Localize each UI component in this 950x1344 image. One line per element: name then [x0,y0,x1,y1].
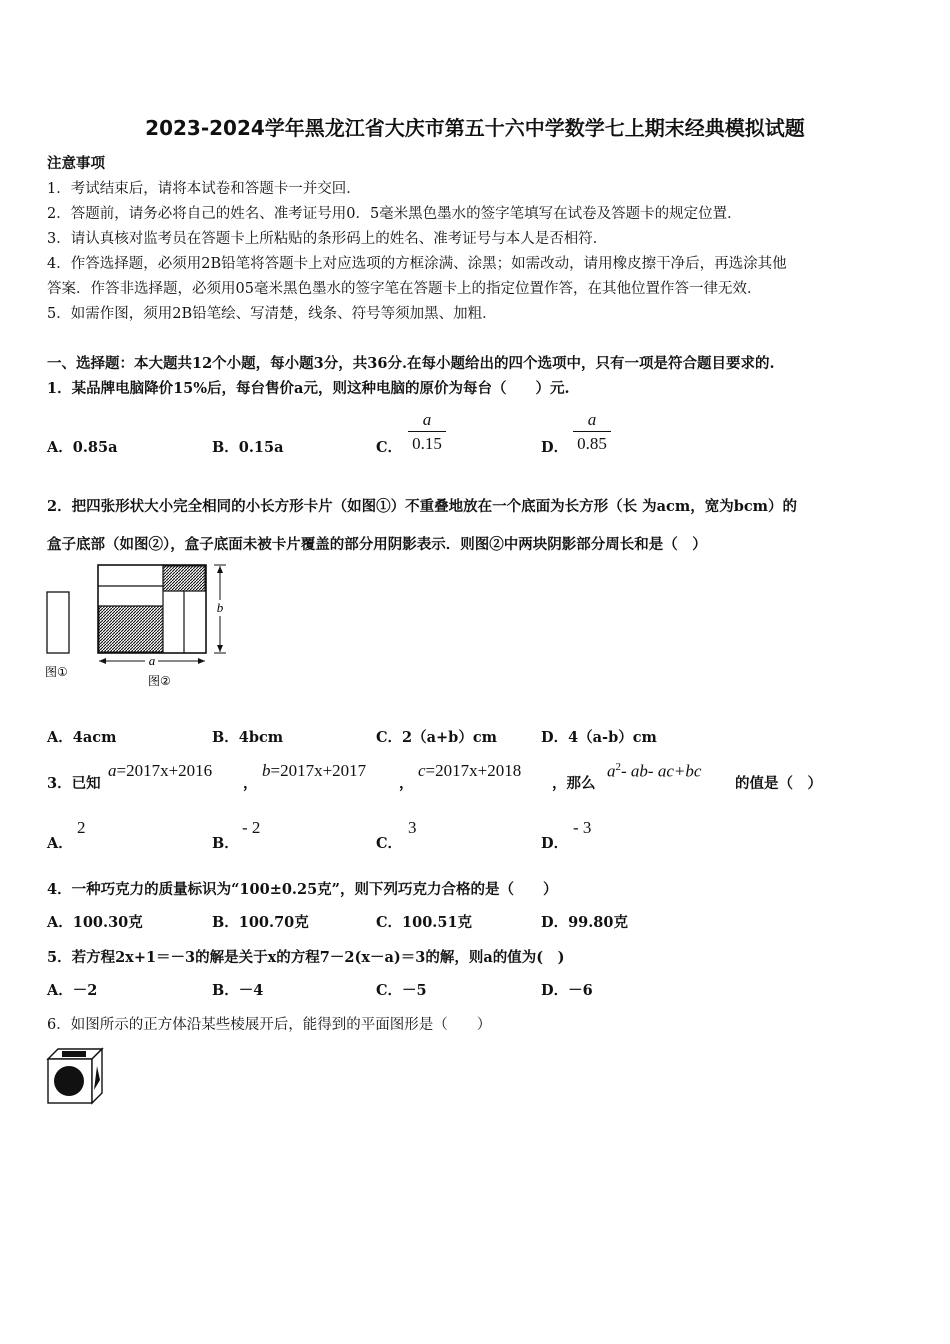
q4-option-b: B．100.70克 [212,914,309,931]
q3-comma: ， [243,775,258,792]
dimension-a-label: a [148,653,156,668]
fig1-caption: 图① [45,665,68,679]
q3-expression [607,761,701,782]
q3-equation-c [418,761,521,781]
q3-equation-a [108,761,212,781]
q2-option-c: C．2（a+b）cm [376,729,497,746]
var-c: c [418,761,426,780]
arrow-up-icon [217,566,223,573]
question-5-stem: 5．若方程2x+1＝－3的解是关于x的方程7－2(x－a)＝3的解，则a的值为( ) [47,949,565,966]
arrow-down-icon [217,645,223,652]
q1-option-d-fraction [573,410,611,454]
q5-option-b: B．－4 [212,982,264,999]
q4-option-a: A．100.30克 [47,914,143,931]
q2-option-a: A．4acm [47,729,117,746]
expr-exponent: 2 [615,761,621,773]
question-1-stem: 1．某品牌电脑降价15%后，每台售价a元，则这种电脑的原价为每台（ ）元. [47,380,570,397]
q3-comma: ， [399,775,414,792]
fraction-denominator: 0.15 [412,434,442,453]
question-3-lead: 3．已知 [47,775,101,792]
fraction-bar [573,431,611,432]
q5-option-a: A．－2 [47,982,98,999]
cube-front-circle [54,1066,84,1096]
q3-option-a-label: A． [47,835,73,852]
q2-option-b: B．4bcm [212,729,284,746]
q3-option-c-value: 3 [408,818,417,837]
question-4-stem: 4．一种巧克力的质量标识为“100±0.25克”，则下列巧克力合格的是（ ） [47,881,558,898]
question-2-stem-line1: 2．把四张形状大小完全相同的小长方形卡片（如图①）不重叠地放在一个底面为长方形（长 为acm，宽为bcm）的 [47,498,798,515]
notice-heading: 注意事项 [47,155,105,172]
page-title: 2023-2024学年黑龙江省大庆市第五十六中学数学七上期末经典模拟试题 [145,116,805,140]
q1-option-d-label: D． [541,439,569,456]
q3-option-d-label: D． [541,835,569,852]
q1-option-c-label: C． [376,439,403,456]
fig2-shaded-region-1 [99,606,163,652]
cube-top-bar [62,1051,86,1057]
q4-option-c: C．100.51克 [376,914,473,931]
section-heading: 一、选择题：本大题共12个小题，每小题3分，共36分.在每小题给出的四个选项中，只有一项是符合题目要求的. [47,355,775,372]
arrow-left-icon [99,658,106,664]
fig2-shaded-region-2 [163,566,205,591]
q1-option-b: B．0.15a [212,439,284,456]
q5-option-d: D．－6 [541,982,593,999]
fraction-bar [408,431,446,432]
q2-figures [40,560,240,692]
q3-equation-b [262,761,366,781]
notice-item: 5．如需作图，须用2B铅笔绘、写清楚，线条、符号等须加黑、加粗． [47,306,497,322]
q6-cube-figure [44,1046,108,1106]
q5-option-c: C．－5 [376,982,427,999]
notice-item: 1．考试结束后，请将本试卷和答题卡一并交回． [47,181,361,197]
var-b: b [262,761,271,780]
q3-option-b-label: B． [212,835,239,852]
q3-option-c-label: C． [376,835,403,852]
fig2-caption: 图② [148,674,171,688]
fig1-card [47,592,69,653]
question-2-stem-line2: 盒子底部（如图②），盒子底面未被卡片覆盖的部分用阴影表示．则图②中两块阴影部分周长和是（ ） [47,536,707,553]
q2-option-d: D．4（a-b）cm [541,729,657,746]
equation-rest: =2017x+2016 [116,761,213,780]
q3-tail: 的值是（ ） [735,775,822,792]
q1-option-c-fraction [408,410,446,454]
q1-option-a: A．0.85a [47,439,118,456]
fraction-denominator: 0.85 [577,434,607,453]
question-6-stem: 6．如图所示的正方体沿某些棱展开后，能得到的平面图形是（ ） [47,1017,492,1033]
q3-then: ，那么 [552,775,596,792]
var-a: a [108,761,117,780]
notice-item: 3．请认真核对监考员在答题卡上所粘贴的条形码上的姓名、准考证号与本人是否相符． [47,231,608,247]
q4-option-d: D．99.80克 [541,914,628,931]
q3-option-b-value: - 2 [242,818,261,837]
dimension-b-label: b [216,600,224,615]
fraction-numerator: a [422,410,432,429]
notice-item: 4．作答选择题，必须用2B铅笔将答题卡上对应选项的方框涂满、涂黑；如需改动，请用橡皮擦干净后，再选涂其他 [47,256,787,272]
notice-item: 2．答题前，请务必将自己的姓名、准考证号用0．5毫米黑色墨水的签字笔填写在试卷及答题卡的规定位置． [47,206,742,222]
notice-item: 答案．作答非选择题，必须用05毫米黑色墨水的签字笔在答题卡上的指定位置作答，在其他位置作答一律无效． [47,281,762,297]
q3-option-a-value: 2 [77,818,86,837]
expr-base: a [607,761,616,781]
fraction-numerator: a [587,410,597,429]
arrow-right-icon [198,658,205,664]
expr-rest: - ab- ac+bc [621,761,702,781]
equation-rest: =2017x+2017 [270,761,367,780]
equation-rest: =2017x+2018 [425,761,522,780]
q3-option-d-value: - 3 [573,818,592,837]
